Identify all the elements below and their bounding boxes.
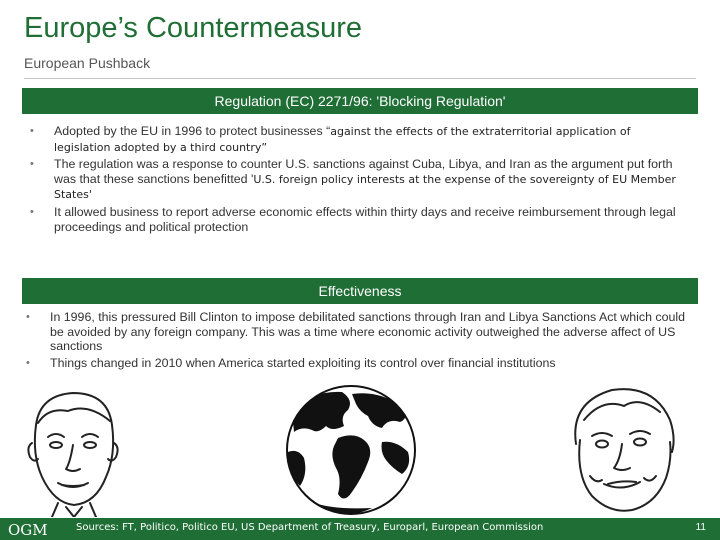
bullet-text: In 1996, this pressured Bill Clinton to impose debilitated sanctions through Iran and Libya Sanctions Act which could be avoided by any foreign company. This was a time where economic activity outweighed the adverse affect of US sanctions [50,310,686,354]
bullet-item [26,310,690,354]
blocking-regulation-bullets [30,124,690,236]
bullet-item [30,205,690,234]
footer-bar [0,518,720,540]
bullet-text: Things changed in 2010 when America started exploiting its control over financial institutions [50,355,556,370]
bullet-glyph: • [30,125,34,137]
bullet-text: Adopted by the EU in 1996 to protect businesses “ [54,124,331,138]
bullet-glyph: • [26,311,30,323]
bullet-text: The regulation was a response to counter U.S. sanctions against Cuba, Libya, and Iran as the argument put forth was that these sanctions benefitted ' [54,157,673,186]
svg-text:OGM: OGM [8,521,48,539]
bullet-item [30,157,690,203]
section-heading-effectiveness: Effectiveness [22,278,698,304]
caricature-man-illustration [18,385,128,517]
bullet-glyph: • [30,205,34,218]
slide-subtitle: European Pushback [24,55,151,71]
globe-illustration [282,382,420,518]
section-heading-blocking-regulation: Regulation (EC) 2271/96: 'Blocking Regulation' [22,88,698,114]
title-divider [24,78,696,79]
slide-title: Europe’s Countermeasure [24,12,362,44]
bullet-glyph: • [30,158,34,171]
bullet-item [30,124,690,155]
effectiveness-bullets [26,310,690,372]
bullet-quote: against the effects of the extraterritorial application of legislation adopted by a third country” [54,125,631,154]
page-number: 11 [695,522,706,533]
company-logo [6,519,62,539]
bullet-quote: U.S. foreign policy interests at the expense of the sovereignty of EU Member States' [54,172,676,202]
bullet-item [26,356,690,371]
sources-citation: Sources: FT, Politico, Politico EU, US Department of Treasury, Europarl, European Commission [76,522,544,533]
caricature-woman-illustration [562,380,684,518]
bullet-glyph: • [26,356,30,369]
bullet-text: It allowed business to report adverse economic effects within thirty days and receive reimbursement through legal proceedings and political protection [54,204,676,234]
